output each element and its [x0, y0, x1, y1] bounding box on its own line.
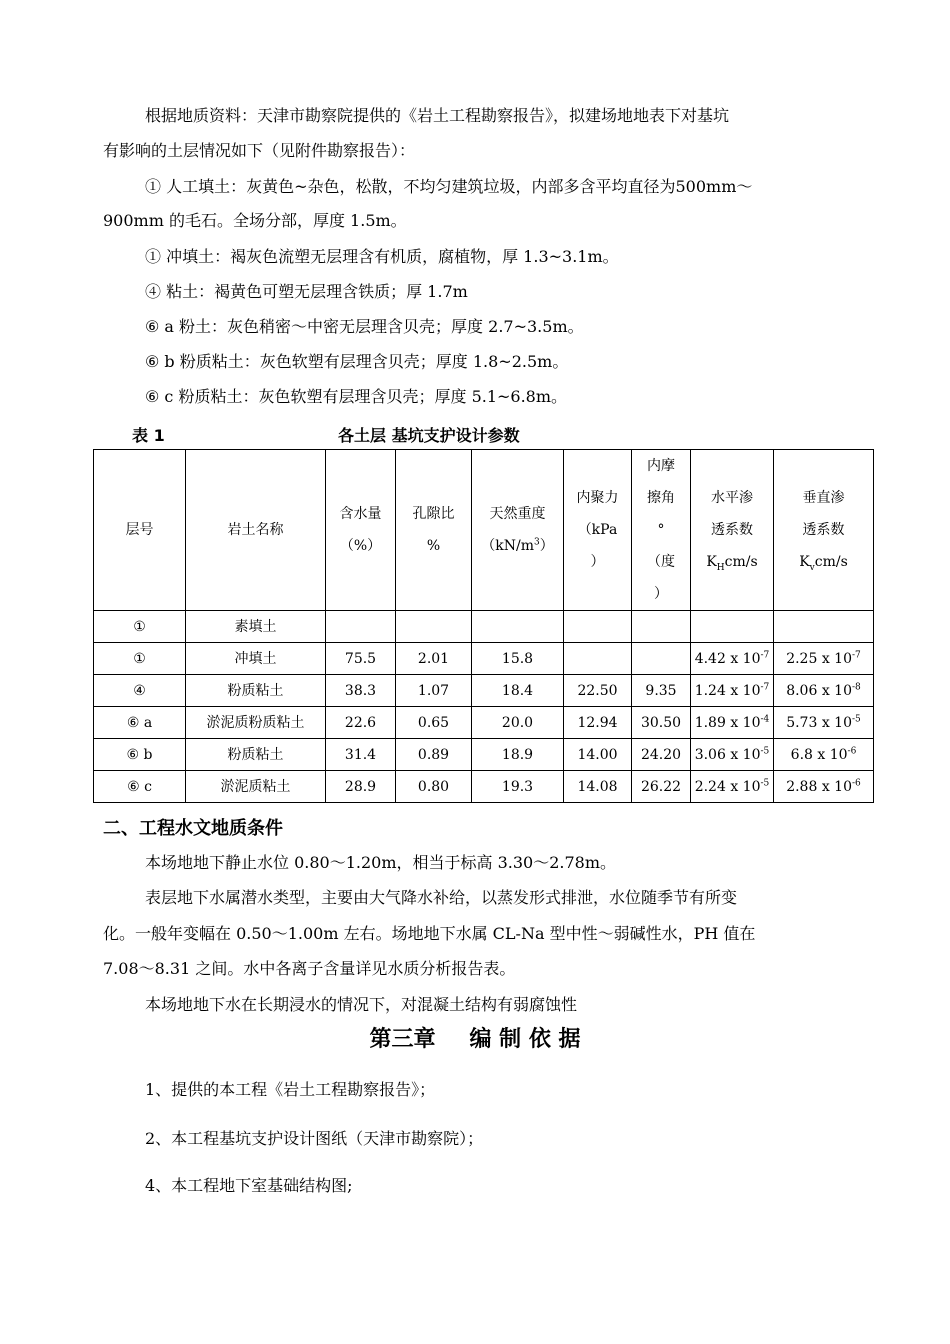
cell-cohesion: 22.50 — [564, 675, 632, 707]
cell-horizontal-permeability: 2.24 x $10^{-5}$ — [691, 771, 774, 803]
cell-water-content — [326, 611, 396, 643]
cell-rock-name: 素填土 — [186, 611, 326, 643]
water-level-paragraph: 本场地地下静止水位 0.80～1.20m，相当于标高 3.30～2.78m。 — [145, 853, 617, 872]
chapter-3-title: 编 制 依 据 — [469, 1027, 581, 1052]
cell-unit-weight: 20.0 — [472, 707, 564, 739]
cell-friction-angle: 9.35 — [632, 675, 691, 707]
cell-unit-weight: 19.3 — [472, 771, 564, 803]
intro-line-2: 有影响的土层情况如下（见附件勘察报告）： — [103, 141, 416, 160]
cell-void-ratio: 0.65 — [396, 707, 472, 739]
cell-rock-name: 粉质粘土 — [186, 739, 326, 771]
header-cohesion: 内聚力 （kPa ） — [564, 450, 632, 611]
cell-friction-angle: 24.20 — [632, 739, 691, 771]
groundwater-paragraph-line-1: 表层地下水属潜水类型，主要由大气降水补给，以蒸发形式排泄，水位随季节有所变 — [145, 888, 738, 907]
layer-1-desc: ① 人工填土：灰黄色~杂色，松散，不均匀建筑垃圾，内部多含平均直径为500mm～ — [145, 177, 753, 196]
corrosion-paragraph: 本场地地下水在长期浸水的情况下，对混凝土结构有弱腐蚀性 — [145, 995, 578, 1014]
chapter-3-heading — [0, 1024, 950, 1056]
cell-horizontal-permeability: 4.42 x $10^{-7}$ — [691, 643, 774, 675]
cell-vertical-permeability: 5.73 x $10^{-5}$ — [774, 707, 874, 739]
cell-horizontal-permeability: 1.24 x $10^{-7}$ — [691, 675, 774, 707]
header-layer-no: 层号 — [94, 450, 186, 611]
cell-unit-weight — [472, 611, 564, 643]
header-unit-weight: 天然重度 $(kN/m^3)$ — [472, 450, 564, 611]
layer-2-desc: ① 冲填土：褐灰色流塑无层理含有机质，腐植物，厚 1.3~3.1m。 — [145, 247, 619, 266]
basis-item-2: 2、本工程基坑支护设计图纸（天津市勘察院）； — [145, 1129, 484, 1148]
cell-vertical-permeability: 2.25 x $10^{-7}$ — [774, 643, 874, 675]
header-void-ratio: 孔隙比 % — [396, 450, 472, 611]
cell-horizontal-permeability: 1.89 x $10^{-4}$ — [691, 707, 774, 739]
cell-friction-angle: 30.50 — [632, 707, 691, 739]
header-rock-name: 岩土名称 — [186, 450, 326, 611]
cell-cohesion — [564, 643, 632, 675]
cell-vertical-permeability: 8.06 x $10^{-8}$ — [774, 675, 874, 707]
cell-water-content: 28.9 — [326, 771, 396, 803]
cell-void-ratio: 0.89 — [396, 739, 472, 771]
chapter-3-label: 第三章 — [369, 1027, 436, 1052]
table-row — [94, 675, 874, 707]
cell-layer-no: ① — [94, 611, 186, 643]
cell-rock-name: 淤泥质粉质粘土 — [186, 707, 326, 739]
cell-friction-angle — [632, 611, 691, 643]
table-title: 各土层 基坑支护设计参数 — [338, 426, 520, 445]
cell-void-ratio: 1.07 — [396, 675, 472, 707]
groundwater-paragraph-line-3: 7.08～8.31 之间。水中各离子含量详见水质分析报告表。 — [103, 959, 516, 978]
cell-layer-no: ⑥ b — [94, 739, 186, 771]
header-vertical-permeability: 垂直渗 透系数 $K_vcm/s$ — [774, 450, 874, 611]
table-row — [94, 611, 874, 643]
cell-water-content: 31.4 — [326, 739, 396, 771]
cell-void-ratio — [396, 611, 472, 643]
cell-water-content: 75.5 — [326, 643, 396, 675]
cell-friction-angle: 26.22 — [632, 771, 691, 803]
cell-layer-no: ⑥ a — [94, 707, 186, 739]
cell-vertical-permeability — [774, 611, 874, 643]
cell-vertical-permeability: 2.88 x $10^{-6}$ — [774, 771, 874, 803]
table-row — [94, 643, 874, 675]
cell-layer-no: ⑥ c — [94, 771, 186, 803]
cell-vertical-permeability: 6.8 x $10^{-6}$ — [774, 739, 874, 771]
cell-rock-name: 冲填土 — [186, 643, 326, 675]
cell-cohesion: 12.94 — [564, 707, 632, 739]
cell-unit-weight: 18.9 — [472, 739, 564, 771]
cell-layer-no: ④ — [94, 675, 186, 707]
cell-rock-name: 粉质粘土 — [186, 675, 326, 707]
layer-1-desc-cont: 900mm 的毛石。全场分部，厚度 1.5m。 — [103, 211, 407, 230]
cell-water-content: 22.6 — [326, 707, 396, 739]
cell-horizontal-permeability: 3.06 x $10^{-5}$ — [691, 739, 774, 771]
cell-friction-angle — [632, 643, 691, 675]
cell-cohesion — [564, 611, 632, 643]
cell-layer-no: ① — [94, 643, 186, 675]
cell-void-ratio: 2.01 — [396, 643, 472, 675]
cell-unit-weight: 15.8 — [472, 643, 564, 675]
table-row — [94, 771, 874, 803]
basis-item-3: 4、本工程地下室基础结构图; — [145, 1176, 353, 1195]
intro-line-1: 根据地质资料：天津市勘察院提供的《岩土工程勘察报告》，拟建场地地表下对基坑 — [145, 106, 730, 125]
layer-3-desc: ④ 粘土：褐黄色可塑无层理含铁质；厚 1.7m — [145, 282, 468, 301]
groundwater-paragraph-line-2: 化。一般年变幅在 0.50～1.00m 左右。场地地下水属 CL-Na 型中性～弱碱性水，PH 值在 — [103, 924, 756, 943]
cell-rock-name: 淤泥质粘土 — [186, 771, 326, 803]
soil-parameters-table — [93, 449, 874, 803]
header-water-content: 含水量 （%） — [326, 450, 396, 611]
table-row — [94, 707, 874, 739]
layer-5-desc: ⑥ b 粉质粘土：灰色软塑有层理含贝壳；厚度 1.8~2.5m。 — [145, 352, 569, 371]
section-2-heading: 二、工程水文地质条件 — [103, 818, 283, 839]
layer-4-desc: ⑥ a 粉土：灰色稍密～中密无层理含贝壳；厚度 2.7~3.5m。 — [145, 317, 584, 336]
cell-horizontal-permeability — [691, 611, 774, 643]
table-label: 表 1 — [132, 426, 165, 445]
cell-water-content: 38.3 — [326, 675, 396, 707]
table-header-row — [94, 450, 874, 611]
cell-cohesion: 14.08 — [564, 771, 632, 803]
header-horizontal-permeability: 水平渗 透系数 $K_Hcm/s$ — [691, 450, 774, 611]
layer-6-desc: ⑥ c 粉质粘土：灰色软塑有层理含贝壳；厚度 5.1~6.8m。 — [145, 387, 568, 406]
cell-void-ratio: 0.80 — [396, 771, 472, 803]
cell-unit-weight: 18.4 — [472, 675, 564, 707]
header-friction-angle: 内摩 擦角 ° （度 ） — [632, 450, 691, 611]
basis-item-1: 1、提供的本工程《岩土工程勘察报告》； — [145, 1080, 436, 1099]
table-row — [94, 739, 874, 771]
cell-cohesion: 14.00 — [564, 739, 632, 771]
